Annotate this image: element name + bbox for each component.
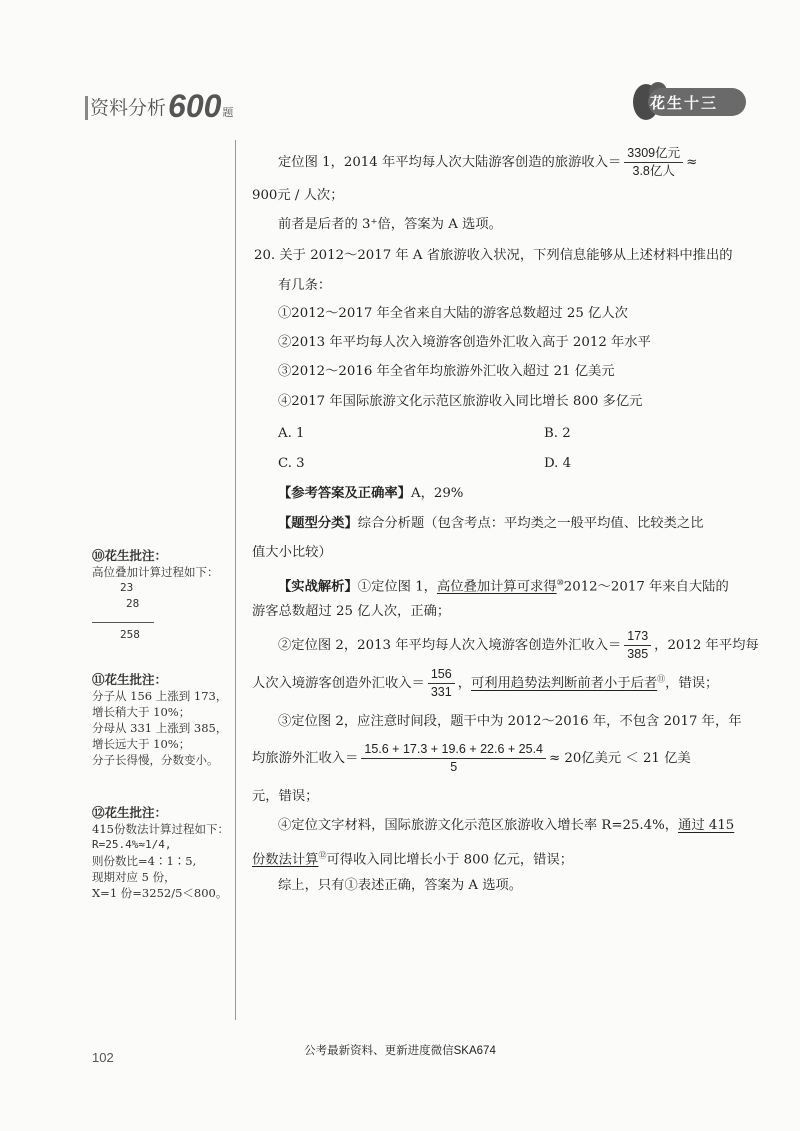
brand-name: 花生十三 [650, 95, 719, 112]
side-note-text: 则份数比=4∶1∶5, [92, 854, 197, 868]
book-title-suffix: 题 [222, 107, 234, 119]
side-note-text: 分母从 331 上涨到 385， [92, 721, 228, 735]
type-text: 综合分析题（包含考点：平均类之一般平均值、比较类之比 [357, 516, 704, 531]
type-label: 【题型分类】 [278, 516, 358, 531]
analysis-line-8 [278, 816, 734, 836]
note-ref-11: ⑪ [657, 674, 666, 684]
summary-line: 综上，只有①表述正确，答案为 A 选项。 [278, 878, 523, 893]
underlined-text: 通过 415 [678, 818, 735, 833]
line-3: 前者是后者的 3⁺倍，答案为 A 选项。 [278, 217, 502, 232]
book-title-prefix: 资料分析 [90, 98, 167, 119]
fraction-numerator: 156 [428, 666, 455, 684]
side-note-10 [92, 548, 219, 643]
fraction-2013 [624, 628, 651, 663]
side-note-text: 增长稍大于 10%； [92, 705, 191, 719]
side-note-sum-rule [92, 622, 154, 623]
side-note-sum: 258 [120, 628, 140, 641]
side-note-text: 增长远大于 10%； [92, 737, 191, 751]
analysis-line-1 [278, 573, 729, 597]
answer-line [278, 484, 463, 504]
fraction-denominator: 385 [627, 647, 649, 661]
question-20-stem-cont: 有几条： [278, 278, 332, 293]
text: ④定位文字材料，国际旅游文化示范区旅游收入增长率 R=25.4%， [278, 818, 679, 833]
line-1 [278, 145, 697, 180]
analysis-line-4 [252, 666, 718, 701]
side-note-11 [92, 672, 227, 768]
fraction-numerator: 3309亿元 [624, 145, 683, 163]
note-ref-10: ⑩ [556, 578, 564, 587]
analysis-line-5: ③定位图 2，应注意时间段，题干中为 2012～2016 年，不包含 2017 年，年 [278, 714, 742, 729]
statement-3: ③2012～2016 年全省年均旅游外汇收入超过 21 亿美元 [278, 364, 615, 379]
question-20-stem: 20. 关于 2012～2017 年 A 省旅游收入状况，下列信息能够从上述材料中推出的 [254, 248, 733, 263]
side-note-text: 分子从 156 上涨到 173， [92, 689, 228, 703]
text: 2012～2017 年来自大陆的 [563, 579, 729, 595]
text: ，2012 年平均每 [654, 638, 759, 653]
answer-value: A，29% [410, 486, 464, 501]
text: ，错误； [665, 676, 719, 691]
analysis-line-9 [252, 846, 573, 870]
statement-4: ④2017 年国际旅游文化示范区旅游收入同比增长 800 多亿元 [278, 394, 643, 409]
underlined-text: 份数法计算 [252, 852, 319, 868]
text: 人次入境游客创造外汇收入＝ [252, 676, 425, 691]
fraction-numerator: 15.6 + 17.3 + 19.6 + 22.6 + 25.4 [361, 741, 546, 759]
analysis-label: 【实战解析】 [278, 579, 358, 595]
text: ②定位图 2，2013 年平均每人次入境游客创造外汇收入＝ [278, 638, 622, 653]
text: 可得收入同比增长小于 800 亿元，错误； [326, 852, 574, 868]
underlined-text: 可利用趋势法判断前者小于后者 [471, 676, 658, 691]
answer-label: 【参考答案及正确率】 [278, 486, 411, 501]
side-note-text: R=25.4%≈1/4, [92, 838, 172, 851]
text: ≈ 20亿美元 ＜ 21 亿美 [549, 751, 691, 766]
fraction-tourism-income [624, 145, 683, 180]
side-note-addend: 28 [126, 597, 140, 610]
book-title [90, 88, 234, 124]
side-note-text: 415份数法计算过程如下： [92, 822, 229, 836]
text: ≈ [686, 155, 698, 170]
header-bar [85, 96, 88, 120]
analysis-line-7: 元，错误； [252, 789, 319, 804]
text: 定位图 1，2014 年平均每人次大陆游客创造的旅游收入＝ [278, 155, 622, 170]
fraction-denominator: 3.8亿人 [632, 164, 675, 178]
fraction-average [361, 741, 546, 776]
choice-b: B. 2 [544, 426, 571, 441]
fraction-denominator: 331 [430, 685, 452, 699]
footer-text: 公考最新资料、更新进度微信SKA674 [304, 1045, 496, 1057]
fraction-denominator: 5 [450, 760, 458, 774]
side-note-title: ⑩花生批注： [92, 548, 168, 563]
side-note-text: 高位叠加计算过程如下： [92, 565, 219, 579]
page-number: 102 [92, 1050, 114, 1065]
underlined-text: 高位叠加计算可求得 [436, 579, 557, 595]
type-line [278, 514, 704, 534]
text: 均旅游外汇收入＝ [252, 751, 359, 766]
line-2: 900元 / 人次； [252, 188, 344, 203]
side-note-addend: 23 [120, 581, 134, 594]
choice-c: C. 3 [278, 456, 305, 471]
analysis-line-3 [278, 628, 759, 663]
side-note-title: ⑫花生批注： [92, 805, 168, 820]
side-note-title: ⑪花生批注： [92, 672, 168, 687]
column-divider [235, 140, 236, 1020]
book-title-number: 600 [168, 88, 222, 124]
text: ， [457, 676, 472, 691]
fraction-2012 [428, 666, 455, 701]
fraction-numerator: 173 [624, 628, 651, 646]
side-note-text: 分子长得慢，分数变小。 [92, 753, 219, 767]
side-note-text: X=1 份=3252/5＜800。 [92, 886, 228, 900]
text: ①定位图 1， [357, 579, 437, 595]
choice-d: D. 4 [544, 456, 572, 471]
statement-1: ①2012～2017 年全省来自大陆的游客总数超过 25 亿人次 [278, 306, 628, 321]
analysis-line-2: 游客总数超过 25 亿人次，正确； [252, 604, 451, 619]
choice-a: A. 1 [278, 426, 305, 441]
side-note-text: 现期对应 5 份， [92, 870, 176, 884]
statement-2: ②2013 年平均每人次入境游客创造外汇收入高于 2012 年水平 [278, 335, 651, 350]
note-ref-12: ⑫ [318, 851, 327, 860]
type-line-cont: 值大小比较） [252, 545, 332, 560]
analysis-line-6 [252, 741, 691, 776]
side-note-12 [92, 805, 229, 901]
